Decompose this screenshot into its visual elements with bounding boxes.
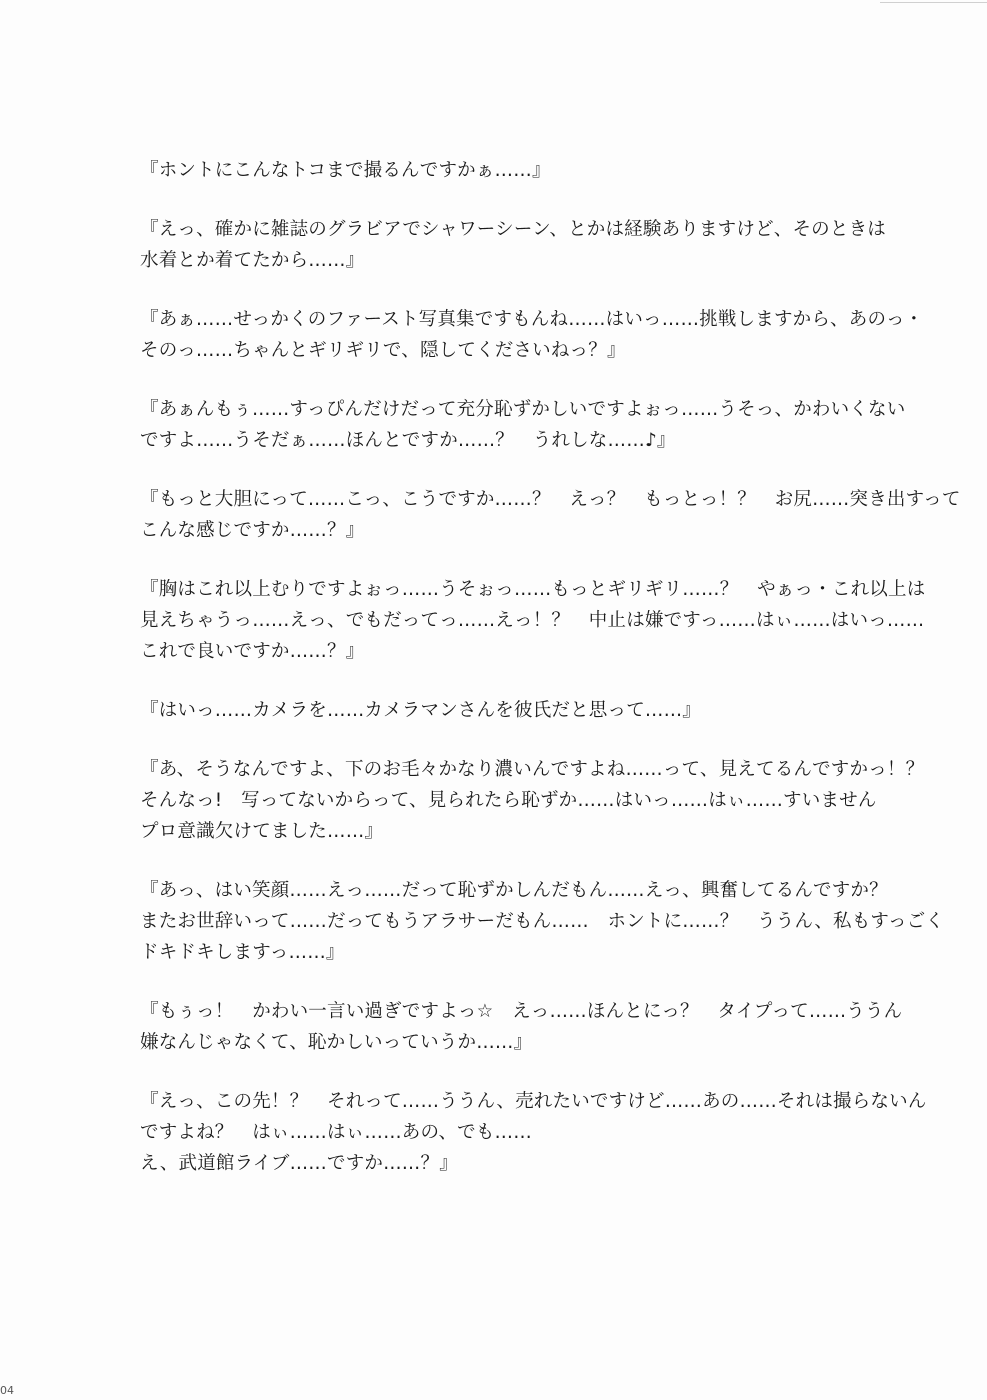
dialogue-line: そのっ……ちゃんとギリギリで、隠してくださいねっ？』 [140, 340, 626, 361]
dialogue-paragraph [140, 1086, 927, 1179]
dialogue-line: 『もぅっ！ かわい一言い過ぎですよっ☆ えっ……ほんとにっ？ タイプって……ううん [140, 1001, 903, 1022]
dialogue-paragraph [140, 754, 925, 847]
dialogue-paragraph [140, 394, 906, 456]
dialogue-line: そんなっ! 写ってないからって、見られたら恥ずか……はいっ……はぃ……すいません [140, 790, 877, 811]
dialogue-line: 『えっ、確かに雑誌のグラビアでシャワーシーン、とかは経験ありますけど、そのときは [140, 219, 886, 240]
dialogue-line: ですよ……うそだぁ……ほんとですか……？ うれしな……♪』 [140, 430, 676, 451]
top-edge-rule [880, 2, 987, 3]
dialogue-line: 『あぁ……せっかくのファースト写真集ですもんね……はいっ……挑戦しますから、あのっ・ [140, 309, 924, 330]
dialogue-line: 『あっ、はい笑顔……えっ……だって恥ずかしんだもん……えっ、興奮してるんですか？ [140, 880, 888, 901]
dialogue-line: 『あぁんもぅ……すっぴんだけだって充分恥ずかしいですよぉっ……うそっ、かわいくない [140, 399, 906, 420]
dialogue-line: 嫌なんじゃなくて、恥かしいっていうか……』 [140, 1032, 533, 1053]
dialogue-paragraph [140, 695, 900, 726]
dialogue-paragraph [140, 996, 903, 1058]
dialogue-paragraph [140, 155, 900, 186]
dialogue-paragraph [140, 875, 945, 968]
dialogue-line: 水着とか着てたから……』 [140, 250, 365, 271]
dialogue-text-column [140, 155, 961, 1207]
dialogue-line: 『胸はこれ以上むりですよぉっ……うそぉっ……もっとギリギリ……？ やぁっ・これ以上は [140, 579, 926, 600]
dialogue-paragraph [140, 484, 961, 546]
dialogue-paragraph [140, 304, 924, 366]
dialogue-line: プロ意識欠けてました……』 [140, 821, 384, 842]
dialogue-line: 『あ、そうなんですよ、下のお毛々かなり濃いんですよね……って、見えてるんですかっ！？ [140, 759, 925, 780]
dialogue-line: ですよね？ はぃ……はぃ……あの、でも…… [140, 1122, 532, 1143]
dialogue-paragraph [140, 214, 900, 276]
dialogue-line: え、武道館ライブ……ですか……？』 [140, 1153, 458, 1174]
dialogue-line: 『ホントにこんなトコまで撮るんですかぁ……』 [140, 160, 551, 181]
dialogue-line: これで良いですか……？』 [140, 641, 365, 662]
dialogue-line: ドキドキしますっ……』 [140, 942, 345, 963]
dialogue-line: 『はいっ……カメラを……カメラマンさんを彼氏だと思って……』 [140, 700, 702, 721]
dialogue-line: こんな感じですか……？』 [140, 520, 365, 541]
dialogue-line: またお世辞いって……だってもうアラサーだもん…… ホントに……？ ううん、私もすっごく [140, 911, 945, 932]
dialogue-line: 『もっと大胆にって……こっ、こうですか……？ えっ？ もっとっ！？ お尻……突き出すって [140, 489, 961, 510]
page-number: 04 [0, 1384, 14, 1397]
dialogue-line: 見えちゃうっ……えっ、でもだってっ……えっ！？ 中止は嫌ですっ……はぃ……はいっ…… [140, 610, 925, 631]
dialogue-paragraph [140, 574, 926, 667]
dialogue-line: 『えっ、この先！？ それって……ううん、売れたいですけど……あの……それは撮らないん [140, 1091, 927, 1112]
